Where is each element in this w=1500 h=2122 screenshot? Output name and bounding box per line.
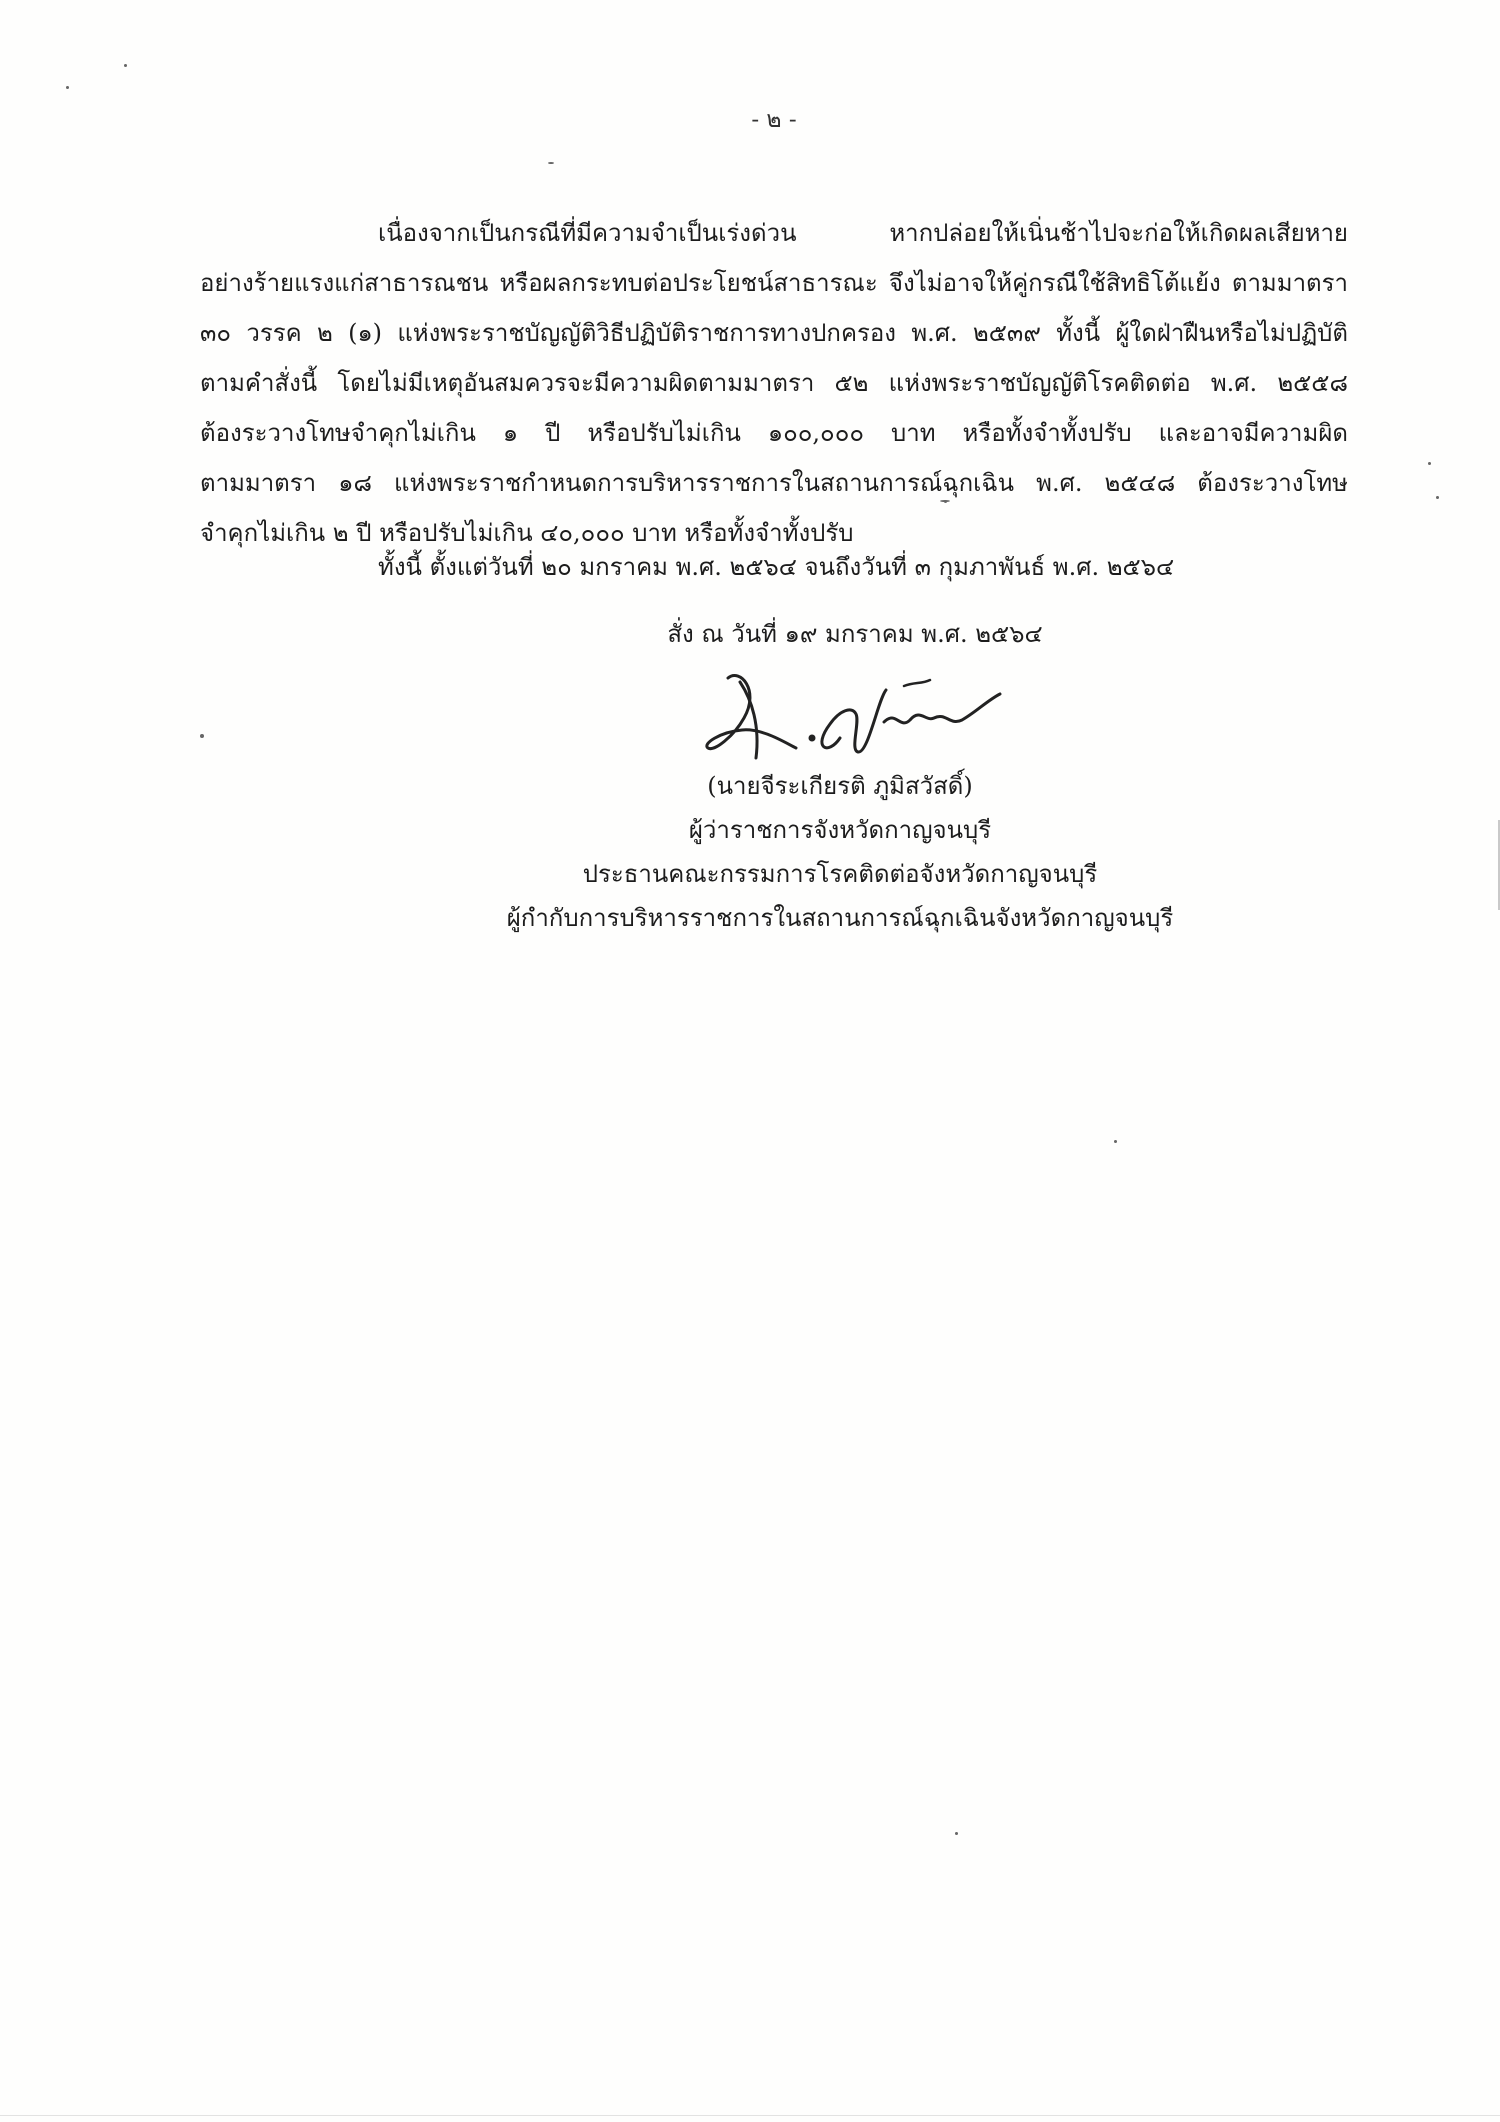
scan-speck xyxy=(955,1832,958,1835)
body-paragraph-2 xyxy=(378,542,1348,592)
signatory-title: ผู้กำกับการบริหารราชการในสถานการณ์ฉุกเฉินจังหวัดกาญจนบุรี xyxy=(506,904,1174,932)
page-number: - ๒ - xyxy=(751,107,797,133)
scan-speck xyxy=(1114,1140,1117,1143)
paragraph-line: ๓๐ วรรค ๒ (๑) แห่งพระราชบัญญัติวิธีปฏิบัติราชการทางปกครอง พ.ศ. ๒๕๓๙ ทั้งนี้ ผู้ใดฝ่าฝืนหรือไม่ปฏิบัติ xyxy=(200,319,1348,347)
signatory-title: ผู้ว่าราชการจังหวัดกาญจนบุรี xyxy=(688,816,992,844)
paragraph-line: ทั้งนี้ ตั้งแต่วันที่ ๒๐ มกราคม พ.ศ. ๒๕๖๔ จนถึงวันที่ ๓ กุมภาพันธ์ พ.ศ. ๒๕๖๔ xyxy=(378,553,1175,581)
body-paragraph-1 xyxy=(200,208,1348,558)
scan-speck xyxy=(200,734,204,738)
order-date-block xyxy=(520,610,1190,658)
handwritten-signature xyxy=(700,660,1020,775)
scan-speck xyxy=(940,500,950,502)
paragraph-line: ต้องระวางโทษจำคุกไม่เกิน ๑ ปี หรือปรับไม่เกิน ๑๐๐,๐๐๐ บาท หรือทั้งจำทั้งปรับ และอาจมีความผิด xyxy=(200,419,1348,447)
signatory-block xyxy=(480,764,1200,940)
paragraph-line: ตามคำสั่งนี้ โดยไม่มีเหตุอันสมควรจะมีความผิดตามมาตรา ๕๒ แห่งพระราชบัญญัติโรคติดต่อ พ.ศ. ๒๕๕๘ xyxy=(200,369,1348,397)
scan-speck xyxy=(1428,462,1431,465)
order-date: สั่ง ณ วันที่ ๑๙ มกราคม พ.ศ. ๒๕๖๔ xyxy=(667,620,1043,648)
scan-speck xyxy=(548,162,554,164)
scan-speck xyxy=(1436,496,1439,499)
scan-speck xyxy=(124,64,127,67)
signatory-name: (นายจีระเกียรติ ภูมิสวัสดิ์) xyxy=(707,772,973,800)
paragraph-line: จำคุกไม่เกิน ๒ ปี หรือปรับไม่เกิน ๔๐,๐๐๐ บาท หรือทั้งจำทั้งปรับ xyxy=(200,519,854,547)
signatory-title: ประธานคณะกรรมการโรคติดต่อจังหวัดกาญจนบุรี xyxy=(582,860,1098,888)
paragraph-line: อย่างร้ายแรงแก่สาธารณชน หรือผลกระทบต่อประโยชน์สาธารณะ จึงไม่อาจให้คู่กรณีใช้สิทธิโต้แย้ง ตามมาตรา xyxy=(200,269,1348,297)
scan-speck xyxy=(66,86,69,89)
paragraph-line: เนื่องจากเป็นกรณีที่มีความจำเป็นเร่งด่วน หากปล่อยให้เนิ่นช้าไปจะก่อให้เกิดผลเสียหาย xyxy=(378,219,1348,247)
scan-edge xyxy=(0,2115,1500,2116)
paragraph-line: ตามมาตรา ๑๘ แห่งพระราชกำหนดการบริหารราชการในสถานการณ์ฉุกเฉิน พ.ศ. ๒๕๔๘ ต้องระวางโทษ xyxy=(200,469,1348,497)
